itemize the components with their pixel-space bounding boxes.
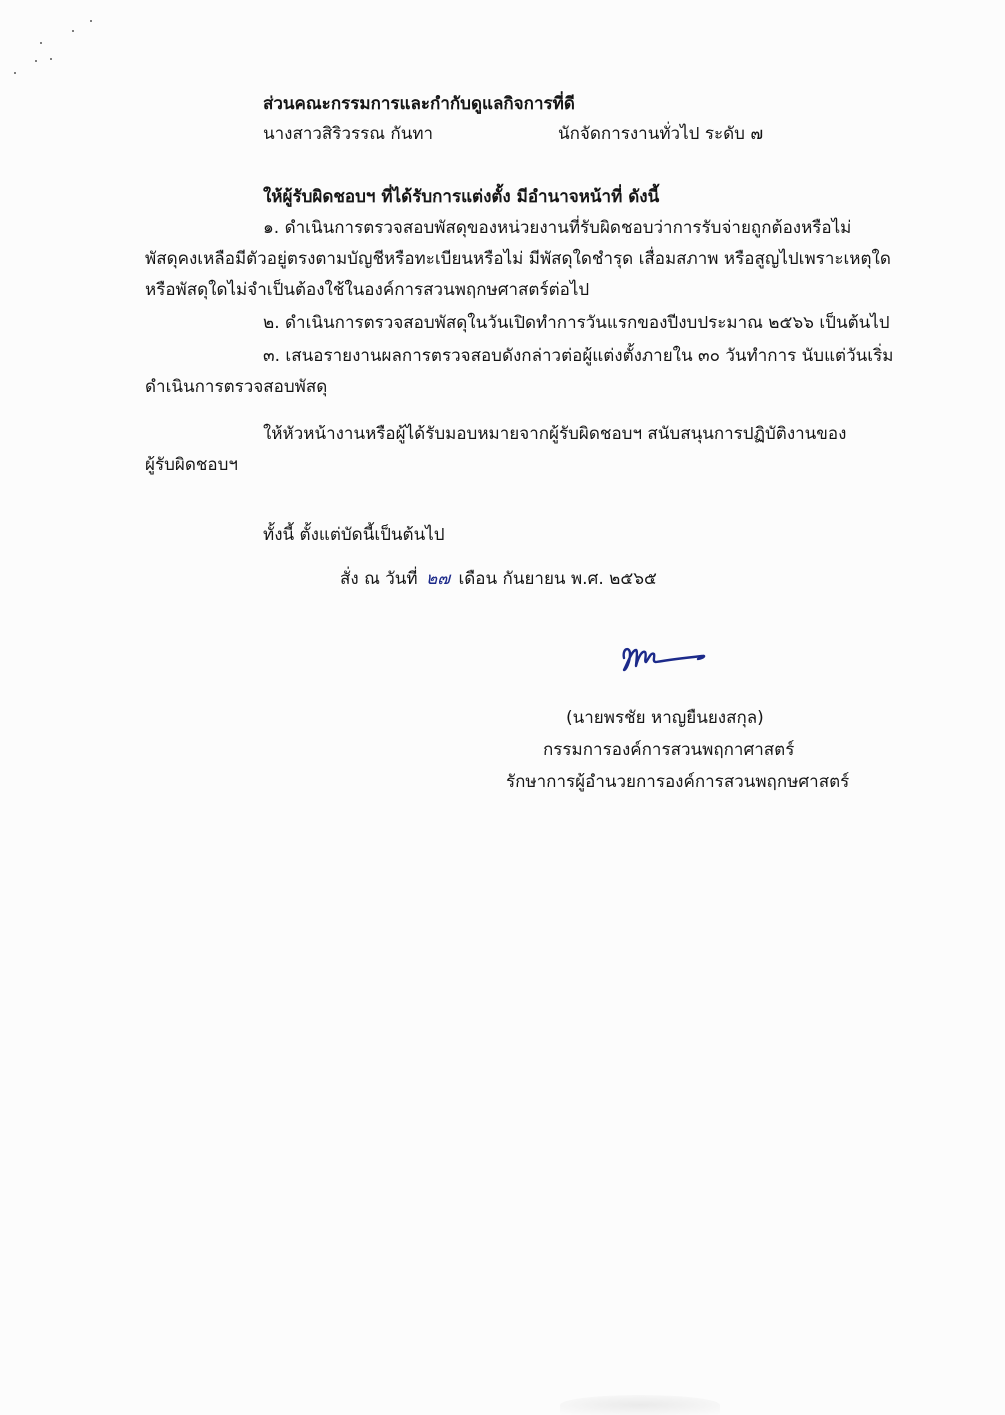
duty-item-2: ๒. ดำเนินการตรวจสอบพัสดุในวันเปิดทำการวันแรกของปีงบประมาณ ๒๕๖๖ เป็นต้นไป [263,313,890,333]
support-line-1: ให้หัวหน้างานหรือผู้ได้รับมอบหมายจากผู้รับผิดชอบฯ สนับสนุนการปฏิบัติงานของ [263,424,847,444]
signatory-title-1: กรรมการองค์การสวนพฤกาศาสตร์ [543,740,795,760]
order-date [340,567,657,591]
scan-speck [35,60,37,62]
duty-item-1-line-1: ๑. ดำเนินการตรวจสอบพัสดุของหน่วยงานที่รับผิดชอบว่าการรับจ่ายถูกต้องหรือไม่ [263,218,852,238]
scan-speck [50,58,52,60]
unit-title: ส่วนคณะกรรมการและกำกับดูแลกิจการที่ดี [263,94,575,114]
scan-speck [14,72,16,74]
support-line-2: ผู้รับผิดชอบฯ [145,455,238,475]
signatory-name: (นายพรชัย หาญยืนยงสกุล) [566,708,764,728]
order-date-prefix: สั่ง ณ วันที่ [340,569,418,589]
handwritten-signature [618,640,718,676]
scan-speck [90,20,92,22]
scan-speck [72,30,74,32]
duty-item-1-line-2: พัสดุคงเหลือมีตัวอยู่ตรงตามบัญชีหรือทะเบียนหรือไม่ มีพัสดุใดชำรุด เสื่อมสภาพ หรือสูญไปเพราะเหตุใด [145,249,891,269]
duty-item-3-line-2: ดำเนินการตรวจสอบพัสดุ [145,377,328,397]
scan-smudge [560,1395,720,1415]
duties-heading: ให้ผู้รับผิดชอบฯ ที่ได้รับการแต่งตั้ง มีอำนาจหน้าที่ ดังนี้ [263,187,660,207]
order-date-suffix: เดือน กันยายน พ.ศ. ๒๕๖๕ [458,569,657,589]
duty-item-3-line-1: ๓. เสนอรายงานผลการตรวจสอบดังกล่าวต่อผู้แต่งตั้งภายใน ๓๐ วันทำการ นับแต่วันเริ่ม [263,346,894,366]
effective-statement: ทั้งนี้ ตั้งแต่บัดนี้เป็นต้นไป [263,525,445,545]
duty-item-1-line-3: หรือพัสดุใดไม่จำเป็นต้องใช้ในองค์การสวนพฤกษศาสตร์ต่อไป [145,280,590,300]
order-date-day-handwritten: ๒๗ [426,569,451,589]
person-position: นักจัดการงานทั่วไป ระดับ ๗ [558,124,764,144]
signatory-title-2: รักษาการผู้อำนวยการองค์การสวนพฤกษศาสตร์ [506,772,850,792]
scan-speck [40,42,42,44]
person-name: นางสาวสิริวรรณ กันทา [263,124,434,144]
